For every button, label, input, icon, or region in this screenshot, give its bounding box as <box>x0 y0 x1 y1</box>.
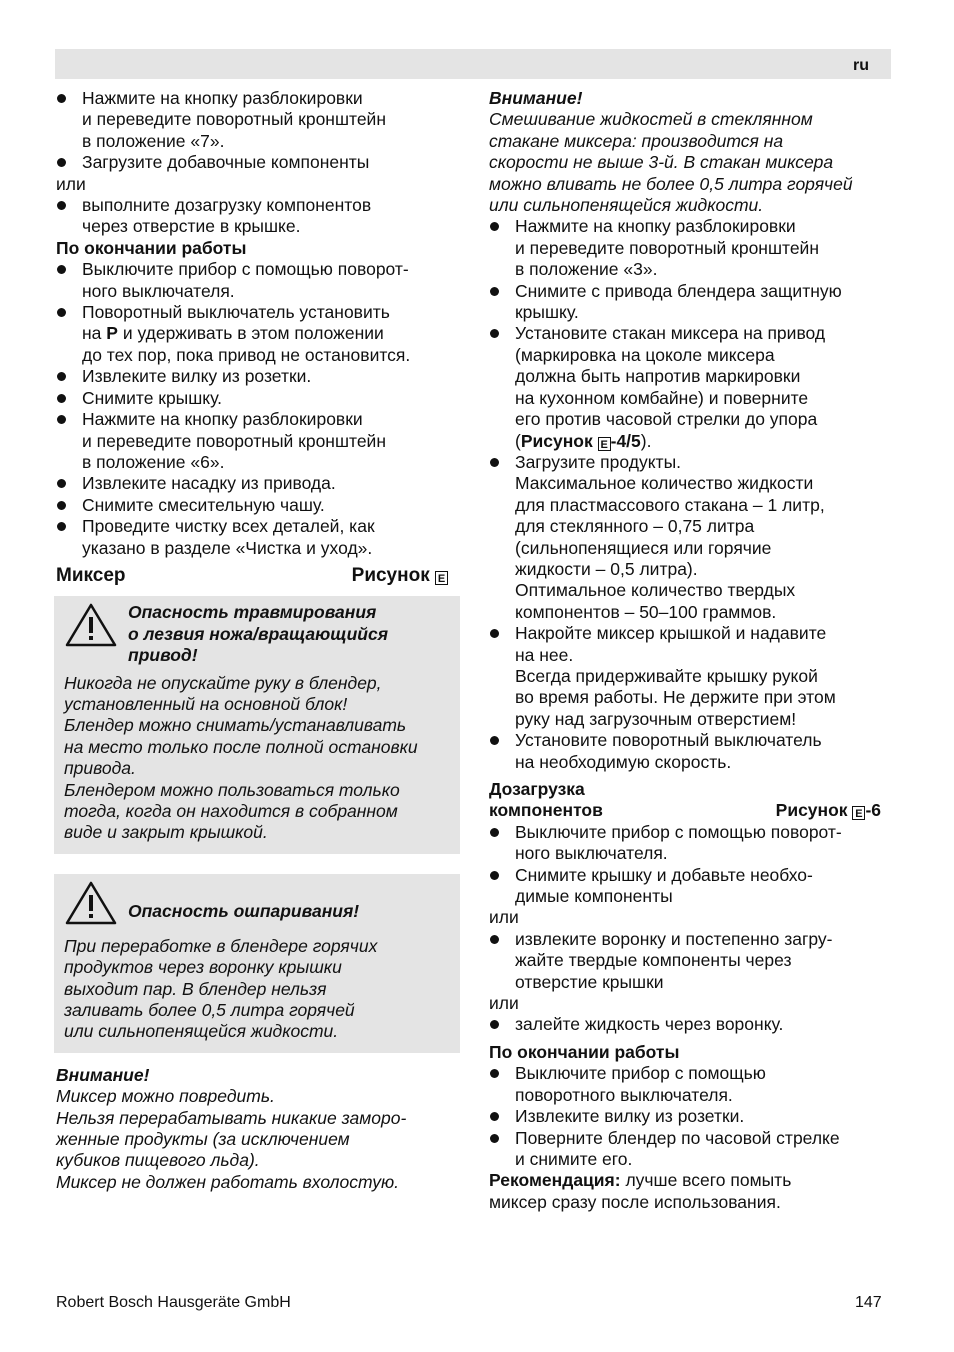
list-item: Установите поворотный выключатель на необходимую скорость. <box>489 730 891 773</box>
list-item: Загрузите продукты. Максимальное количество жидкости для пластмассового стакана – 1 литр, для стеклянного – 0,75 литра (сильнопенящиеся или горячие жидкости – 0,5 литра). Оптимальное количество твердых компонентов – 50–100 граммов. <box>489 452 891 623</box>
section-heading-mixer: Миксер Рисунок E <box>56 565 460 586</box>
or-text: или <box>489 907 519 928</box>
warning-title: Опасность ошпаривания! <box>128 901 360 922</box>
list-item: Выключите прибор с помощью поворот- ного выключателя. <box>489 822 891 865</box>
recommendation: Рекомендация: лучше всего помыть миксер сразу после использования. <box>489 1170 792 1212</box>
list-item: залейте жидкость через воронку. <box>489 1014 891 1035</box>
attention-body: Миксер можно повредить. Нельзя перерабатывать никакие заморо- женные продукты (за исключением кубиков пищевого льда). Миксер не должен работать вхолостую. <box>56 1086 407 1192</box>
subheading-after-work: По окончании работы <box>56 237 247 258</box>
list-item: Нажмите на кнопку разблокировки и переведите поворотный кронштейн в положение «7». <box>56 88 460 152</box>
or-text: или <box>489 993 519 1014</box>
list-item: Снимите смесительную чашу. <box>56 495 460 516</box>
warning-box-scalding <box>54 874 460 1053</box>
list-item: Выключите прибор с помощью поворотного выключателя. <box>489 1063 891 1106</box>
list-item: Нажмите на кнопку разблокировки и переведите поворотный кронштейн в положение «6». <box>56 409 460 473</box>
header-bar <box>55 49 891 79</box>
figure-e-icon: E <box>598 437 611 451</box>
figure-e-icon: E <box>852 806 865 820</box>
page-number: 147 <box>855 1294 882 1311</box>
left-column <box>56 88 460 1193</box>
language-code: ru <box>853 57 869 74</box>
attention-title: Внимание! <box>56 1064 150 1085</box>
list-item: Извлеките насадку из привода. <box>56 473 460 494</box>
list-item: Загрузите добавочные компоненты <box>56 152 460 173</box>
list-item: Снимите крышку. <box>56 388 460 409</box>
footer-company: Robert Bosch Hausgeräte GmbH <box>56 1294 291 1311</box>
warning-triangle-icon <box>64 880 118 926</box>
list-item: Накройте миксер крышкой и надавите на нее. Всегда придерживайте крышку рукой во время работы. Не держите при этом руку над загрузочным отверстием! <box>489 623 891 730</box>
list-item: Снимите с привода блендера защитную крышку. <box>489 281 891 324</box>
list-item: Поворотный выключатель установить на P и удерживать в этом положении до тех пор, пока привод не остановится. <box>56 302 460 366</box>
attention-body: Смешивание жидкостей в стеклянном стакане миксера: производится на скорости не выше 3-й. В стакан миксера можно вливать не более 0,5 литра горячей или сильнопенящейся жидкости. <box>489 109 853 216</box>
warning-body: Никогда не опускайте руку в блендер, установленный на основной блок! Блендер можно снимать/устанавливать на место только после полной остановки привода. Блендером можно пользоваться только тогда, когда он находится в собранном виде и закрыт крышкой. <box>64 672 418 843</box>
list-item: Проведите чистку всех деталей, как указано в разделе «Чистка и уход». <box>56 516 460 559</box>
warning-title: Опасность травмирования о лезвия ножа/вращающийся привод! <box>128 602 389 666</box>
warning-box-injury <box>54 596 460 853</box>
attention-title: Внимание! <box>489 88 583 108</box>
subheading-reload-line2: компонентов Рисунок E -6 <box>489 800 881 821</box>
list-item: Нажмите на кнопку разблокировки и переведите поворотный кронштейн в положение «3». <box>489 216 891 280</box>
list-item: Извлеките вилку из розетки. <box>489 1106 891 1127</box>
right-column <box>489 88 891 1213</box>
list-item: выполните дозагрузку компонентов через отверстие в крышке. <box>56 195 460 238</box>
list-item: Поверните блендер по часовой стрелке и снимите его. <box>489 1128 891 1171</box>
list-item: извлеките воронку и постепенно загру- жайте твердые компоненты через отверстие крышки <box>489 929 891 993</box>
figure-e-icon: E <box>435 571 448 585</box>
list-item: Извлеките вилку из розетки. <box>56 366 460 387</box>
list-item: Снимите крышку и добавьте необхо- димые компоненты <box>489 865 891 908</box>
warning-body: При переработке в блендере горячих продуктов через воронку крышки выходит пар. В блендер нельзя заливать более 0,5 литра горячей или сильнопенящейся жидкости. <box>64 935 378 1042</box>
subheading-after-work: По окончании работы <box>489 1041 680 1062</box>
subheading-reload: Дозагрузка <box>489 779 585 799</box>
warning-triangle-icon <box>64 602 118 648</box>
or-text: или <box>56 173 86 194</box>
list-item: Установите стакан миксера на привод (маркировка на цоколе миксера должна быть напротив маркировки на кухонном комбайне) и поверните его против часовой стрелки до упора (Рисунок E -4/5). <box>489 323 891 451</box>
list-item: Выключите прибор с помощью поворот- ного выключателя. <box>56 259 460 302</box>
